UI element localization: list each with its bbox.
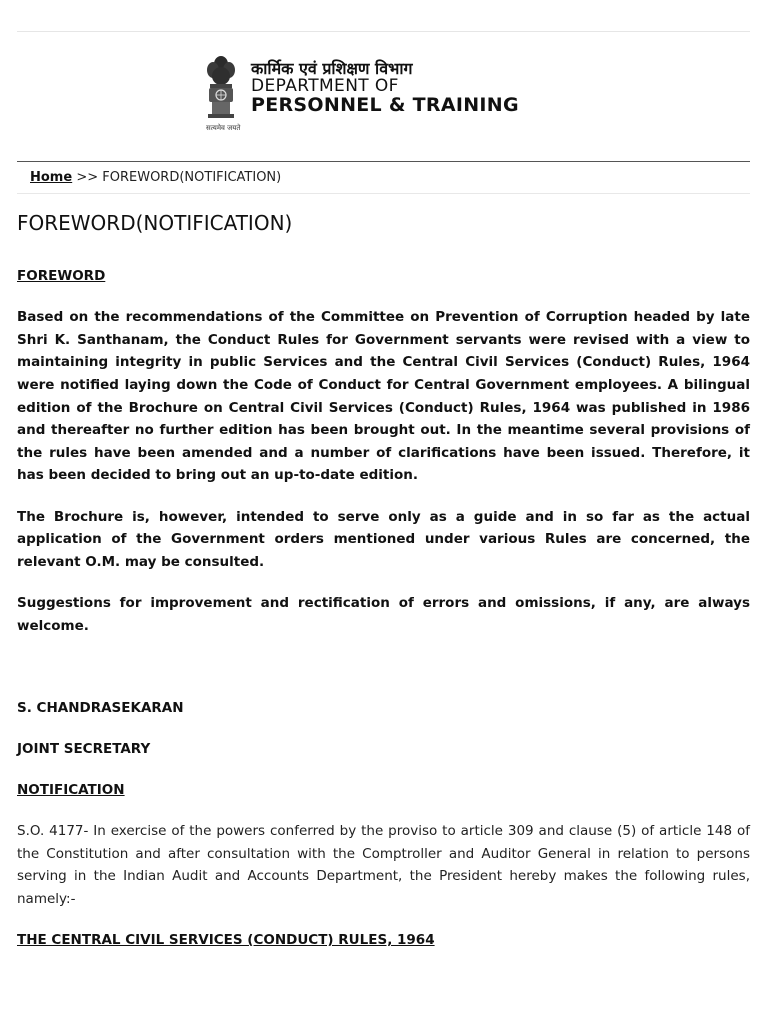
signatory-title: JOINT SECRETARY (17, 740, 151, 757)
notification-heading: NOTIFICATION (17, 782, 125, 799)
breadcrumb-current: FOREWORD(NOTIFICATION) (102, 170, 282, 185)
department-masthead[interactable] (200, 52, 560, 136)
national-emblem-icon (204, 54, 241, 134)
notification-body: S.O. 4177- In exercise of the powers conferred by the proviso to article 309 and clause (5) of article 148 of the Constitution and after consultation with the Comptroller and Auditor General in relation to persons serving in the Indian Audit and Accounts Department, the President hereby makes the following rules, namely:- (17, 823, 750, 908)
department-name-line1: DEPARTMENT OF (251, 76, 399, 96)
rules-title: THE CENTRAL CIVIL SERVICES (CONDUCT) RULES, 1964 (17, 932, 435, 949)
article-content (17, 265, 750, 970)
breadcrumb-separator: >> (76, 170, 99, 185)
breadcrumb (30, 170, 281, 185)
breadcrumb-divider (17, 193, 750, 194)
top-divider (17, 31, 750, 32)
emblem-motto: सत्यमेव जयते (206, 124, 241, 132)
foreword-paragraph-2: The Brochure is, however, intended to serve only as a guide and in so far as the actual application of the Government orders mentioned under various Rules are concerned, the relevant O.M. may be consulted. (17, 508, 750, 570)
page-title: FOREWORD(NOTIFICATION) (17, 211, 293, 235)
foreword-paragraph-3: Suggestions for improvement and rectification of errors and omissions, if any, are always welcome. (17, 594, 750, 634)
signature-spacer (17, 656, 750, 697)
department-name-hindi: कार्मिक एवं प्रशिक्षण विभाग (251, 59, 413, 78)
department-name-line2: PERSONNEL & TRAINING (251, 94, 519, 116)
foreword-paragraph-1: Based on the recommendations of the Committee on Prevention of Corruption headed by late Shri K. Santhanam, the Conduct Rules for Government servants were revised with a view to maintaining integrity in public Services and the Central Civil Services (Conduct) Rules, 1964 were notified laying down the Code of Conduct for Central Government employees. A bilingual edition of the Brochure on Central Civil Services (Conduct) Rules, 1964 was published in 1986 and thereafter no further edition has been brought out. In the meantime several provisions of the rules have been amended and a number of clarifications have been issued. Therefore, it has been decided to bring out an up-to-date edition. (17, 309, 750, 484)
signatory-name: S. CHANDRASEKARAN (17, 699, 184, 716)
breadcrumb-home-link[interactable]: Home (30, 170, 73, 185)
foreword-heading: FOREWORD (17, 268, 106, 284)
header-divider (17, 161, 750, 162)
